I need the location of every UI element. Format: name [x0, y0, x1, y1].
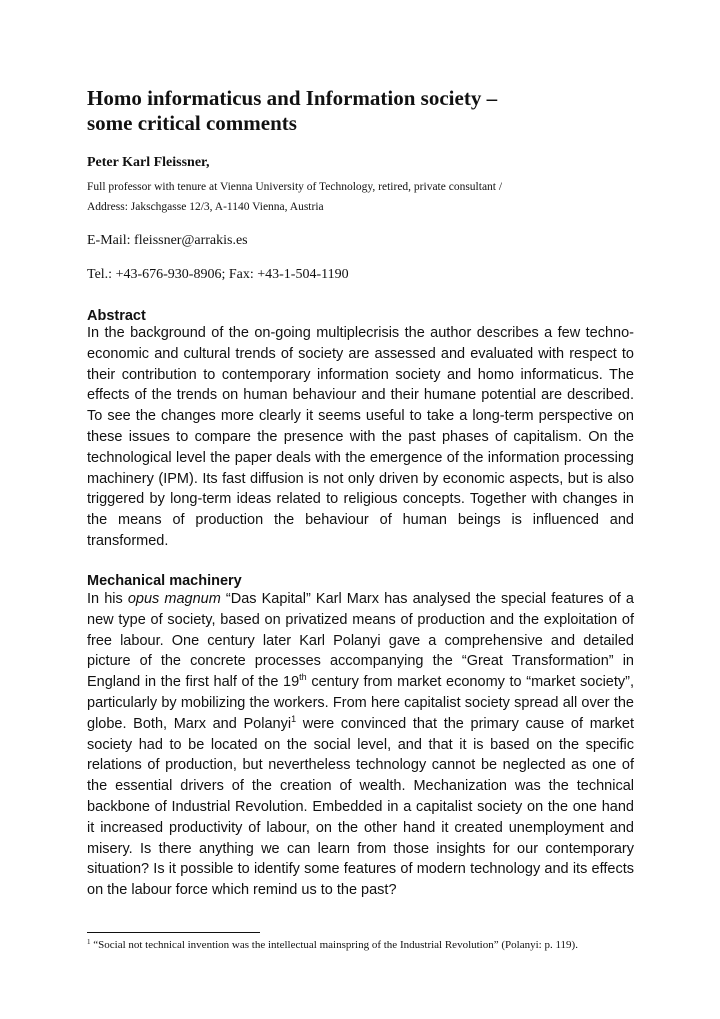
author-address: Address: Jakschgasse 12/3, A-1140 Vienna, Austria [87, 201, 324, 213]
section-heading-mechanical-machinery: Mechanical machinery [87, 573, 242, 589]
author-phone: Tel.: +43-676-930-8906; Fax: +43-1-504-1190 [87, 267, 349, 282]
superscript-ordinal: th [299, 672, 307, 683]
paragraph-text: century from market economy to “market society”, particularly by mobilizing the workers. From here capitalist society spread all over the globe. Both, Marx and Polanyi [87, 674, 634, 732]
title-line-1: Homo informaticus and Information society – [87, 86, 498, 110]
footnote-divider [87, 932, 260, 933]
author-name: Peter Karl Fleissner, [87, 155, 210, 170]
footnote-number: 1 [87, 938, 91, 946]
title-line-2: some critical comments [87, 111, 297, 135]
author-email: E-Mail: fleissner@arrakis.es [87, 233, 248, 248]
emphasis-text: opus magnum [127, 591, 221, 607]
paragraph-text: In his [87, 591, 128, 607]
section-paragraph [87, 589, 634, 901]
footnote [87, 938, 647, 952]
author-position: Full professor with tenure at Vienna University of Technology, retired, private consultant / [87, 181, 503, 193]
footnote-reference[interactable]: 1 [291, 713, 297, 724]
paragraph-text: were convinced that the primary cause of market society had to be located on the social level, and that it is based on the specific relations of production, but nevertheless technology cannot be neglected as one of the essential drivers of the creation of wealth. Mechanization was the technical backbone of Industrial Revolution. Embedded in a capitalist society on the one hand it increased productivity of labour, on the other hand it created unemployment and misery. Is there anything we can learn from those insights for our contemporary situation? Is it possible to identify some features of modern technology and its effects on the labour force which remind us to the past? [87, 715, 635, 899]
footnote-text: “Social not technical invention was the intellectual mainspring of the Industrial Revolution” (Polanyi: p. 119). [90, 939, 578, 951]
abstract-heading: Abstract [87, 308, 146, 324]
paragraph-text: “Das Kapital” Karl Marx has analysed the special features of a new type of society, based on privatized means of production and the exploitation of free labour. One century later Karl Polanyi gave a comprehensive and detailed picture of the concrete processes accompanying the “Great Transformation” in England in the first half of the 19 [87, 591, 634, 691]
paper-title [87, 86, 647, 136]
abstract-text: In the background of the on-going multiplecrisis the author describes a few techno-economic and cultural trends of society are assessed and evaluated with respect to their contribution to contemporary information society and homo informaticus. The effects of the trends on human behaviour and their humane potential are described. To see the changes more clearly it seems useful to take a long-term perspective on these issues to compare the presence with the past phases of capitalism. On the technological level the paper deals with the emergence of the information processing machinery (IPM). Its fast diffusion is not only driven by economic aspects, but is also triggered by long-term ideas related to religious concepts. Together with changes in the means of production the behaviour of human beings is influenced and transformed. [87, 325, 634, 549]
